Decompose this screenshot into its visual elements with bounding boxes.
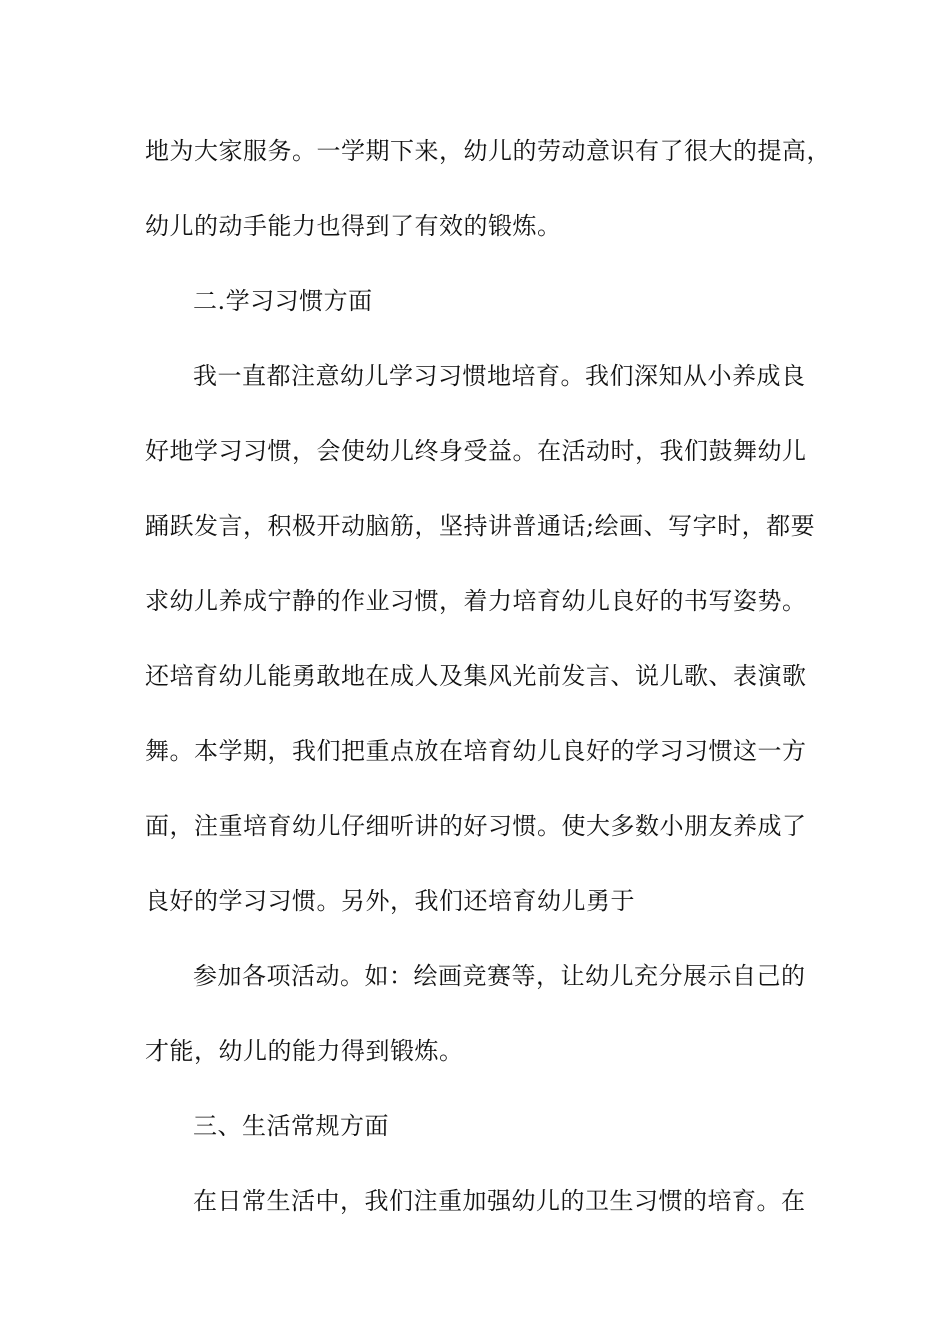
section-heading: 二.学习习惯方面 xyxy=(193,287,373,315)
text-line: 面，注重培育幼儿仔细听讲的好习惯。使大多数小朋友养成了 xyxy=(145,812,807,840)
text-line: 在日常生活中，我们注重加强幼儿的卫生习惯的培育。在 xyxy=(193,1187,806,1215)
text-line: 踊跃发言，积极开动脑筋，坚持讲普通话;绘画、写字时，都要 xyxy=(145,512,816,540)
text-line: 好地学习习惯，会使幼儿终身受益。在活动时，我们鼓舞幼儿 xyxy=(145,437,807,465)
text-line: 还培育幼儿能勇敢地在成人及集风光前发言、说儿歌、表演歌 xyxy=(145,662,807,690)
text-line: 地为大家服务。一学期下来，幼儿的劳动意识有了很大的提高， xyxy=(145,137,831,165)
text-line: 我一直都注意幼儿学习习惯地培育。我们深知从小养成良 xyxy=(193,362,806,390)
text-line: 才能，幼儿的能力得到锻炼。 xyxy=(145,1037,464,1065)
text-line: 幼儿的动手能力也得到了有效的锻炼。 xyxy=(145,212,562,240)
text-line: 良好的学习习惯。另外，我们还培育幼儿勇于 xyxy=(145,887,635,915)
section-heading: 三、生活常规方面 xyxy=(193,1112,389,1140)
text-line: 舞。本学期，我们把重点放在培育幼儿良好的学习习惯这一方 xyxy=(145,737,807,765)
text-line: 求幼儿养成宁静的作业习惯，着力培育幼儿良好的书写姿势。 xyxy=(145,587,807,615)
text-line: 参加各项活动。如：绘画竞赛等，让幼儿充分展示自己的 xyxy=(193,962,806,990)
